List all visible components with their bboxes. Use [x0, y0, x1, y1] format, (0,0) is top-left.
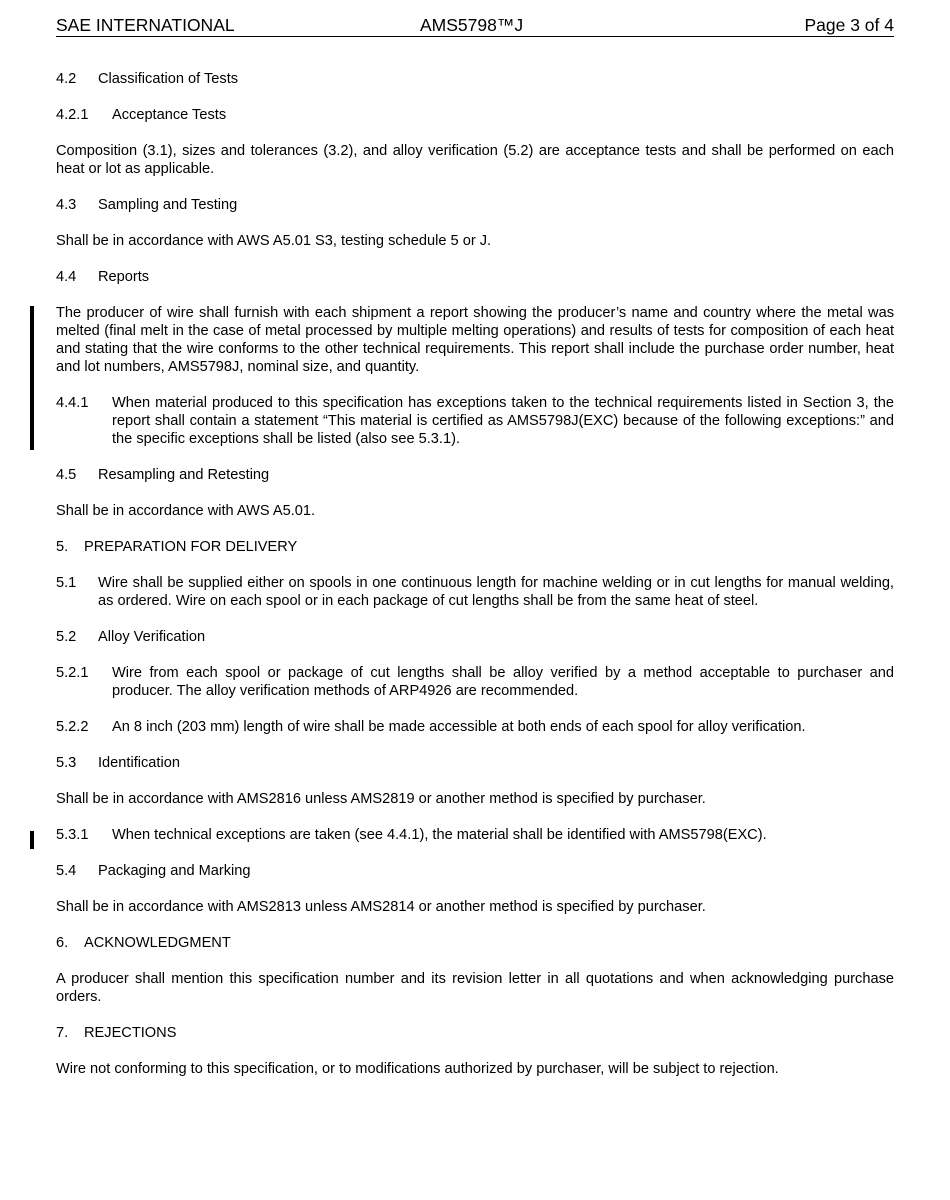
subsection-text: Wire shall be supplied either on spools in one continuous length for machine welding or in cut lengths for manual welding, as ordered. Wire on each spool or in each package of cut lengths shall be from the same heat of steel.: [98, 575, 894, 609]
revision-change-bar: [30, 306, 34, 450]
section-title: Acceptance Tests: [112, 107, 227, 123]
paragraph-rejections: Wire not conforming to this specification, or to modifications authorized by purchaser, will be subject to rejection.: [56, 1061, 779, 1077]
section-number: 7.: [56, 1025, 69, 1041]
paragraph-identification: Shall be in accordance with AMS2816 unless AMS2819 or another method is specified by purchaser.: [56, 791, 706, 807]
section-number: 4.4: [56, 269, 77, 285]
section-heading-7: [56, 1024, 894, 1042]
section-title: Classification of Tests: [98, 71, 239, 87]
paragraph-acknowledgment: A producer shall mention this specification number and its revision letter in all quotations and when acknowledging purchase orders.: [56, 971, 894, 1005]
section-number: 5.1: [56, 575, 77, 591]
document-body: [56, 70, 894, 1096]
section-number: 5.2.1: [56, 665, 89, 681]
section-number: 5.2.2: [56, 719, 89, 735]
section-number: 4.5: [56, 467, 77, 483]
subsection-4-4-1: [56, 394, 894, 448]
header-page-number: Page 3 of 4: [804, 15, 894, 35]
section-heading-4-4: [56, 268, 894, 286]
subsection-text: Wire from each spool or package of cut lengths shall be alloy verified by a method acceptable to purchaser and producer. The alloy verification methods of ARP4926 are recommended.: [112, 665, 894, 699]
subsection-text: When material produced to this specification has exceptions taken to the technical requirements listed in Section 3, the report shall contain a statement “This material is certified as AMS5798J(EXC) because of the following exceptions:” and the specific exceptions shall be listed (also see 5.3.1).: [112, 395, 894, 447]
subsection-5-2-2: [56, 718, 894, 736]
section-heading-6: [56, 934, 894, 952]
section-number: 4.3: [56, 197, 77, 213]
section-heading-4-2: [56, 70, 894, 88]
subsection-5-3-1: [56, 826, 894, 844]
header-organization: SAE INTERNATIONAL: [56, 15, 235, 35]
section-number: 4.2.1: [56, 107, 89, 123]
paragraph-acceptance-tests: Composition (3.1), sizes and tolerances (3.2), and alloy verification (5.2) are acceptance tests and shall be performed on each heat or lot as applicable.: [56, 143, 894, 177]
section-heading-4-2-1: [56, 106, 894, 124]
page-header: [56, 15, 894, 37]
section-title: REJECTIONS: [84, 1025, 177, 1041]
section-title: Alloy Verification: [98, 629, 206, 645]
revision-change-bar: [30, 831, 34, 849]
subsection-text: An 8 inch (203 mm) length of wire shall be made accessible at both ends of each spool for alloy verification.: [112, 719, 806, 735]
section-number: 5.2: [56, 629, 77, 645]
section-title: Sampling and Testing: [98, 197, 238, 213]
section-number: 5.: [56, 539, 69, 555]
section-heading-4-5: [56, 466, 894, 484]
section-title: Identification: [98, 755, 180, 771]
paragraph-reports: The producer of wire shall furnish with each shipment a report showing the producer’s name and country where the metal was melted (final melt in the case of metal processed by multiple melting operations) and results of tests for composition of each heat and stating that the wire conforms to the other technical requirements. This report shall include the purchase order number, heat and lot numbers, AMS5798J, nominal size, and quantity.: [56, 305, 894, 375]
header-document-number: AMS5798™J: [420, 15, 524, 35]
section-heading-5-4: [56, 862, 894, 880]
section-number: 5.3.1: [56, 827, 89, 843]
section-title: Reports: [98, 269, 150, 285]
section-title: Resampling and Retesting: [98, 467, 270, 483]
section-number: 5.3: [56, 755, 77, 771]
paragraph-sampling-testing: Shall be in accordance with AWS A5.01 S3, testing schedule 5 or J.: [56, 233, 492, 249]
paragraph-packaging: Shall be in accordance with AMS2813 unless AMS2814 or another method is specified by purchaser.: [56, 899, 706, 915]
section-heading-4-3: [56, 196, 894, 214]
section-heading-5-2: [56, 628, 894, 646]
section-title: Packaging and Marking: [98, 863, 251, 879]
subsection-text: When technical exceptions are taken (see 4.4.1), the material shall be identified with AMS5798(EXC).: [112, 827, 767, 843]
subsection-5-1: [56, 574, 894, 610]
section-title: ACKNOWLEDGMENT: [84, 935, 231, 951]
section-heading-5-3: [56, 754, 894, 772]
section-number: 5.4: [56, 863, 77, 879]
section-title: PREPARATION FOR DELIVERY: [84, 539, 298, 555]
subsection-5-2-1: [56, 664, 894, 700]
section-number: 4.2: [56, 71, 77, 87]
section-number: 6.: [56, 935, 69, 951]
section-heading-5: [56, 538, 894, 556]
section-number: 4.4.1: [56, 395, 89, 411]
paragraph-resampling: Shall be in accordance with AWS A5.01.: [56, 503, 316, 519]
